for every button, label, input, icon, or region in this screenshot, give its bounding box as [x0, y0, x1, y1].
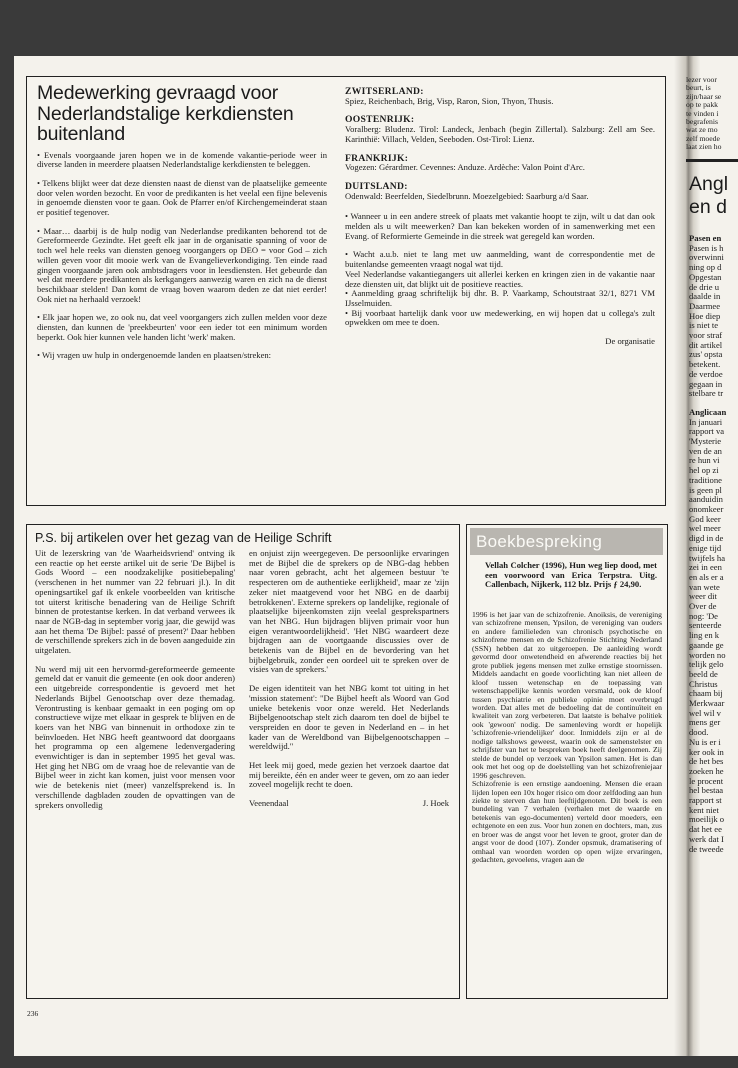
article2-title: P.S. bij artikelen over het gezag van de Heilige Schrift	[35, 531, 332, 545]
paragraph: • Evenals voorgaande jaren hopen we in de komende vakantie-periode weer in diverse landen in meerdere plaatsen Nederlandstalige kerkdiensten te beleggen.	[37, 149, 327, 170]
text-line: aanduidin	[689, 495, 723, 505]
book-review	[466, 524, 668, 999]
text-line: wel meer	[689, 524, 721, 534]
article1-signature: De organisatie	[605, 336, 655, 347]
article1-left-column	[37, 83, 327, 361]
paragraph: Nu werd mij uit een hervormd-gereformeerde gemeente gemeld dat er vanuit die gemeente (en ook door anderen) een uitgebreide correspondentie is gevoerd met het Nederlands Bijbel Genootschap over deze themadag. Verontrusting is kenbaar gemaakt in een poging om op constructieve wijze met elkaar in gesprek te blijven en de koers van het NBG van binnenuit in orthodoxe zin te beïnvloeden. Het NBG heeft geantwoord dat doorgaans het programma op een algemene ledenvergadering evenwichtiger is dan in september 1995 het geval was. Het ging het NBG om de vraag hoe de relevantie van de Bijbel weer in zicht kan komen, juist voor mensen voor wie de betekenis niet (meer) vanzelfsprekend is. In verschillende dagbladen zouden de opvattingen van de sprekers onvolledig	[35, 663, 235, 810]
subheading: Anglicaan	[689, 407, 727, 417]
text-line: chaam bij	[689, 689, 723, 699]
text-line: Pasen is h	[689, 243, 724, 253]
text-line: le procent	[689, 776, 724, 786]
heading-line: en d	[689, 196, 727, 218]
text-line: digd in de	[689, 534, 724, 544]
text-line: ven de an	[689, 446, 722, 456]
text-line: lezer voor	[686, 76, 717, 84]
article2-column-1	[35, 549, 235, 810]
text-line: ning op d	[689, 263, 722, 273]
text-line: wat ze mo	[686, 126, 718, 135]
country-name: DUITSLAND:	[345, 180, 408, 192]
right-page-intro	[686, 76, 738, 152]
book-header: Vellah Colcher (1996), Hun weg liep dood, met een voorwoord van Erica Terpstra. Uitg. Callenbach, Nijkerk, 112 blz. Prijs ƒ 24,90.	[485, 560, 657, 590]
text-line: en als er a	[689, 572, 724, 582]
heading-line: Angl	[689, 173, 729, 195]
article2-author: J. Hoek	[422, 798, 449, 809]
text-line: werk dat I	[689, 834, 724, 844]
paragraph: • Maar… daarbij is de hulp nodig van Nederlandse predikanten behorend tot de Gereformeerde Gezindte. Het geeft elk jaar in de organisatie spanning of voor de toch wel hele reeks van diensten genoeg voorgangers op DEO = voor God – zich willen geven voor dit mooie werk van de Evangelieverkondiging. Ten einde raad gingen voorgaande jaren ook ambtsdragers voor in leesdiensten. Het gebeurde dan wel dat meerdere predikanten als kerkgangers aanwezig waren en zich na de dienst beschikbaar stelden! Dan komt de vraag boven waarom deden ze dat niet eerder! Ook niet na herhaald verzoek!	[37, 225, 327, 304]
text-line: kent niet	[689, 805, 719, 815]
text-line: rapport va	[689, 427, 725, 437]
text-line: ling en k	[689, 631, 720, 641]
text-line: Christus	[689, 679, 718, 689]
text-line: de het bes	[689, 757, 724, 767]
text-line: beurt, is	[686, 84, 711, 93]
text-line: dit artikel	[689, 340, 723, 350]
right-page-fragment	[686, 56, 738, 1056]
paragraph: Uit de lezerskring van 'de Waarheidsvriend' ontving ik een reactie op het eerste artikel uit de serie 'De Bijbel is Gods Woord – een noodzakelijke positiebepaling' (verschenen in het nummer van 22 februari jl.). In dit openingsartikel gaf ik enkele voorbeelden van kritische tot uiterst kritische benadering van de Heilige Schrift binnen de protestantse kerken. In dat verband verwees ik naar de NGB-dag in september vorig jaar, die gewijd was aan het thema 'De Bijbel: passé of present?' Daar hebben de verschillende sprekers zich in de boven aangeduide zin uitgelaten.	[35, 548, 235, 656]
text-line: gegaan in	[689, 379, 723, 389]
text-line: senteerde	[689, 621, 722, 631]
article2-signature	[249, 799, 449, 809]
text-line: op te pakk	[686, 101, 719, 110]
text-line: worden no	[689, 650, 726, 660]
text-line: enige tijd	[689, 543, 722, 553]
country-name: ZWITSERLAND:	[345, 86, 424, 97]
text-line: mens ger	[689, 718, 721, 728]
paragraph: • Wacht a.u.b. niet te lang met uw aanmelding, want de correspondentie met de buitenlandse gemeenten vraagt nogal wat tijd.	[345, 249, 655, 270]
text-line: God keer	[689, 514, 721, 524]
text-line: traditione	[689, 475, 722, 485]
text-line: de drie u	[689, 282, 720, 292]
text-line: Nu is er i	[689, 737, 721, 747]
text-line: nog: 'De	[689, 611, 718, 621]
text-line: te vinden i	[686, 109, 719, 118]
text-line: Opgestan	[689, 272, 722, 282]
paragraph: • Wij vragen uw hulp in ondergenoemde landen en plaatsen/streken:	[37, 350, 272, 361]
paragraph: Het leek mij goed, mede gezien het verzoek daartoe dat mij bereikte, één en ander weer te geven, om zo aan ieder zoveel mogelijk recht te doen.	[249, 760, 449, 790]
text-line: rapport st	[689, 796, 722, 806]
text-line: zei in een	[689, 563, 722, 573]
article1-title: Medewerking gevraagd voor Nederlandstalige kerkdiensten buitenland	[37, 82, 294, 145]
text-line: gaande ge	[689, 640, 724, 650]
right-page-rule	[686, 159, 738, 162]
right-page-body	[689, 234, 738, 854]
review-text	[472, 611, 662, 865]
paragraph: • Wanneer u in een andere streek of plaats met vakantie hoopt te zijn, wilt u dat dan ook melden als u wilt meewerken? Dan kan bekeken worden of in samenwerking met een Evang. of Reformierte Gemeinde in die streek wat geregeld kan worden.	[345, 211, 655, 241]
text-line: laat zien ho	[686, 143, 722, 152]
page-number: 236	[27, 1009, 39, 1018]
text-line: Hoe diep	[689, 311, 721, 321]
text-line: Merkwaar	[689, 699, 725, 709]
text-line: Over de	[689, 602, 717, 612]
article-medewerking	[26, 76, 666, 506]
text-line: dood.	[689, 728, 709, 738]
text-line: van wete	[689, 582, 720, 592]
text-line: moeilijk o	[689, 815, 725, 825]
paragraph: Veel Nederlandse vakantiegangers uit allerlei kerken en kringen zien in de vakantie naar deze diensten uit, dat blijkt uit de positieve reacties.	[345, 268, 655, 289]
text-line: weer dit	[689, 592, 717, 602]
paragraph: • Bij voorbaat hartelijk dank voor uw medewerking, en wij hopen dat u collega's zult opwekken om mee te doen.	[345, 307, 655, 328]
article1-right-text	[345, 212, 655, 346]
paragraph: • Telkens blijkt weer dat deze diensten naast de dienst van de plaatselijke gemeente door velen worden bezocht. En voor de predikanten is het veelal een fijne belevenis in genoemde diensten voor te gaan. Ook de Pfarrer en/of Kirchengemeinderat staan er positief tegenover.	[37, 177, 327, 218]
article2-column-2	[249, 549, 449, 809]
text-line: de verdoe	[689, 369, 723, 379]
text-line: ker ook in	[689, 747, 724, 757]
country-places: Spiez, Reichenbach, Brig, Visp, Raron, Sion, Thyon, Thusis.	[345, 95, 554, 106]
text-line: twijfels ha	[689, 553, 726, 563]
country-name: OOSTENRIJK:	[345, 114, 415, 126]
text-line: 'Mysterie	[689, 437, 722, 447]
country-name: FRANKRIJK:	[345, 152, 409, 164]
text-line: hel op zi	[689, 466, 719, 476]
text-line: begrafenis	[686, 118, 719, 127]
text-line: wel wil v	[689, 708, 721, 718]
text-line: onomkeer	[689, 504, 724, 514]
scanned-page	[14, 56, 738, 1056]
text-line: zelf moede	[686, 134, 720, 143]
text-line: zus' opsta	[689, 350, 723, 360]
paragraph: • Elk jaar hopen we, zo ook nu, dat veel voorgangers zich zullen melden voor deze diensten, dan kunnen de 'preekbeurten' voor een ieder tot een minimum worden beperkt. Ook hier kunnen vele handen licht 'werk' maken.	[37, 312, 327, 342]
text-line: is niet te	[689, 321, 719, 331]
text-line: In januari	[689, 417, 723, 427]
paragraph: en onjuist zijn weergegeven. De persoonlijke ervaringen met de Bijbel die de sprekers op de NBG-dag hebben naar voren gebracht, acht het algemeen bestuur 'te respecteren om de authentieke eerlijkheid', maar ze 'zijn zeker niet maatgevend voor het NBG en de daarbij betrokkenen'. Externe sprekers op landelijke, regionale of plaatselijke bijeenkomsten zijn veelal gesprekspartners van het NBG. Hun bijdragen blijven primair voor hun eigen verantwoordelijkheid'. 'Het NBG waardeert deze bijdragen aan de voortgaande discussies over de betekenis van de Bijbel en de bevordering van het bijbelgebruik, zonder een oordeel uit te spreken over de visies van de sprekers.'	[249, 548, 449, 675]
subheading: Pasen en	[689, 234, 722, 243]
article2-place: Veenendaal	[249, 798, 289, 809]
country-places: Vogezen: Gérardmer. Cevennes: Anduze. Ardèche: Valon Point d'Arc.	[345, 162, 585, 173]
paragraph: 1996 is het jaar van de schizofrenie. Anoiksis, de vereniging van schizofrene mensen, Ypsilon, de vereniging van ouders en andere familieleden van chronisch psychotische en schizofrene mensen en de Schizofrenie Stichting Nederland (SSN) hebben dat zo uitgeroepen. De aanleiding wordt gevormd door onwetendheid en afwerende reacties bij het grote publiek jegens mensen met zulke ernstige stoornissen. Middels aandacht en goede voorlichting kan niet alleen de kloof tussen wetenschap en de toepassing van wetenschappelijke kennis worden versmald, ook de kloof tussen psychiatrie en publieke opinie moet overbrugd worden. Dat alles met de bedoeling dat de continuïteit en kwaliteit van zorg verbeteren. Dat laatste is behalve politiek ook 'gewoon' nodig. De samenleving wordt er hopelijk 'schizofrenie-vriendelijker' door. Inmiddels zijn er al de nodige talkshows geweest, waarin ook de samenstelster en schrijfster van het te bespreken boek heeft deelgenomen. Zij stelde de bundel op verzoek van Ypsilon samen. Het is dan ook met het oog op de doelstelling van het schizofreniejaar 1996 geschreven.	[472, 610, 662, 780]
paragraph: • Aanmelding graag schriftelijk bij dhr. B. P. Vaarkamp, Schoutstraat 32/1, 8271 VM IJsselmuiden.	[345, 288, 655, 308]
right-page-heading	[689, 173, 728, 219]
country-places: Voralberg: Bludenz. Tirol: Landeck, Jenbach (begin Zillertal). Salzburg: Zell am See. Karinthië: Villach, Velden, Seeboden. Ost-Tirol: Lienz.	[345, 124, 655, 144]
text-line: zijn/haar se	[686, 92, 722, 101]
paragraph: De eigen identiteit van het NBG komt tot uiting in het 'mission statement': "De Bijbel heeft als Woord van God unieke betekenis voor onze wereld. Het Nederlands Bijbelgenootschap stelt zich daarom ten doel de bijbel te verspreiden en door te geven in Nederland en – in het kader van de Wereldbond van Bijbelgenootschappen – wereldwijd."	[249, 683, 449, 752]
text-line: Daarmee	[689, 301, 721, 311]
text-line: zoeken he	[689, 766, 724, 776]
review-banner-text: Boekbespreking	[476, 531, 603, 551]
article-ps-gezag	[26, 524, 460, 999]
text-line: de tweede	[689, 844, 724, 854]
review-banner	[470, 528, 663, 555]
paragraph: Schizofrenie is een ernstige aandoening. Mensen die eraan lijden lopen een 10x hoger risico om door zelfdoding aan hun ziekte te sterven dan hun leeftijdgenoten. Dit boek is een bundeling van 7 verhalen (verhalen met de waarde en betekenis van ego-documenten) verteld door moeders, een echtgenote en een zus. Voor hun zonen en dochters, man, zus en broer was de angst voor het leven te groot, groter dan de angst voor de dood (107). Zonder opsmuk, dramatisering of omhaal van woorden worden op open wijze ervaringen, gedachten, gevoelens, vragen aan de	[472, 779, 662, 865]
text-line: re hun vi	[689, 456, 720, 466]
text-line: telijk gelo	[689, 660, 724, 670]
text-line: dat het ee	[689, 825, 722, 835]
text-line: voor straf	[689, 331, 723, 341]
text-line: stelbare tr	[689, 389, 724, 399]
text-line: daalde in	[689, 292, 721, 302]
country-places: Odenwald: Beerfelden, Siedelbrunn. Moezelgebied: Saarburg a/d Saar.	[345, 190, 589, 201]
text-line: overwinni	[689, 253, 724, 263]
text-line: betekent.	[689, 360, 721, 370]
article1-right-column	[345, 87, 655, 356]
countries-list	[345, 87, 655, 201]
text-line: is geen pl	[689, 485, 722, 495]
text-line: hel bestaa	[689, 786, 724, 796]
article1-left-text	[37, 151, 327, 362]
text-line: beeld de	[689, 669, 718, 679]
